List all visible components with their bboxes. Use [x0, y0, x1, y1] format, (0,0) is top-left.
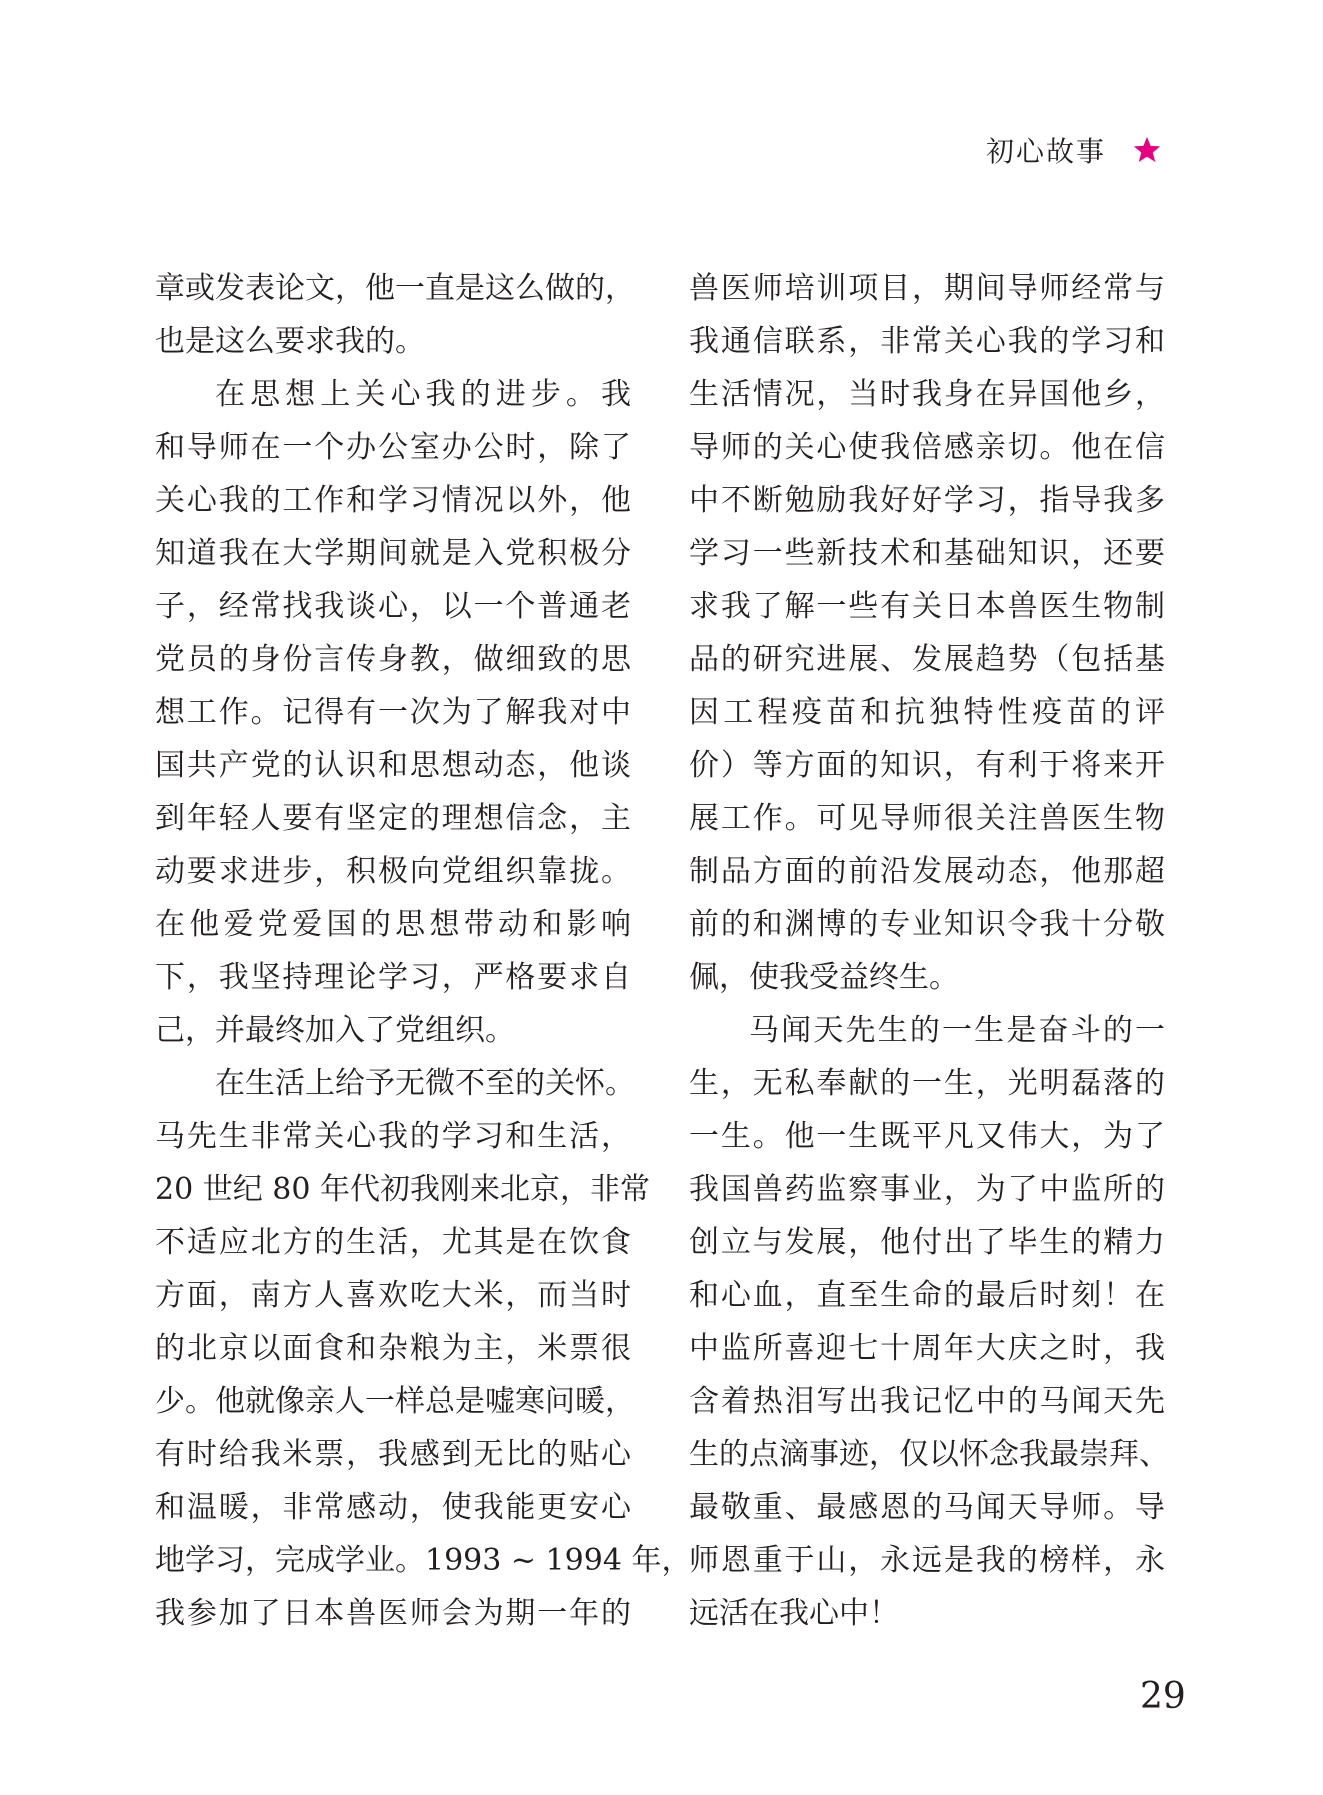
text-line: 的北京以面食和杂粮为主，米票很: [155, 1331, 631, 1366]
page-number: 29: [1140, 1676, 1186, 1717]
text-line: 我参加了日本兽医师会为期一年的: [155, 1596, 631, 1631]
running-header: [986, 130, 1162, 170]
text-line: 生，无私奉献的一生，光明磊落的: [689, 1066, 1165, 1101]
text-line: 己，并最终加入了党组织。: [155, 1013, 515, 1048]
text-line: 一生。他一生既平凡又伟大，为了: [689, 1119, 1165, 1154]
text-line: 兽医师培训项目，期间导师经常与: [689, 271, 1165, 306]
text-line: 导师的关心使我倍感亲切。他在信: [689, 430, 1165, 465]
text-line: 在思想上关心我的进步。我: [215, 377, 631, 412]
star-icon: [1132, 135, 1162, 165]
left-text-column: [155, 262, 692, 1640]
text-line: 品的研究进展、发展趋势（包括基: [689, 642, 1165, 677]
text-line: 到年轻人要有坚定的理想信念，主: [155, 801, 631, 836]
text-line: 子，经常找我谈心，以一个普通老: [155, 589, 631, 624]
text-line: 方面，南方人喜欢吃大米，而当时: [155, 1278, 631, 1313]
text-line: 展工作。可见导师很关注兽医生物: [689, 801, 1165, 836]
text-line: 马闻天先生的一生是奋斗的一: [749, 1013, 1165, 1048]
text-line: 也是这么要求我的。: [155, 324, 425, 359]
text-line: 20 世纪 80 年代初我刚来北京，非常: [155, 1172, 650, 1207]
text-line: 远活在我心中！: [689, 1596, 899, 1631]
text-line: 中监所喜迎七十周年大庆之时，我: [689, 1331, 1165, 1366]
text-line: 国共产党的认识和思想动态，他谈: [155, 748, 631, 783]
right-text-column: [689, 262, 1169, 1640]
text-line: 价）等方面的知识，有利于将来开: [689, 748, 1165, 783]
text-line: 想工作。记得有一次为了解我对中: [155, 695, 631, 730]
text-line: 有时给我米票，我感到无比的贴心: [155, 1437, 631, 1472]
text-line: 我通信联系，非常关心我的学习和: [689, 324, 1165, 359]
text-line: 党员的身份言传身教，做细致的思: [155, 642, 631, 677]
text-line: 在生活上给予无微不至的关怀。: [215, 1066, 635, 1101]
text-line: 因工程疫苗和抗独特性疫苗的评: [689, 695, 1165, 730]
text-line: 和心血，直至生命的最后时刻！在: [689, 1278, 1165, 1313]
text-line: 马先生非常关心我的学习和生活，: [155, 1119, 631, 1154]
text-line: 动要求进步，积极向党组织靠拢。: [155, 854, 631, 889]
text-line: 和导师在一个办公室办公时，除了: [155, 430, 631, 465]
text-line: 章或发表论文，他一直是这么做的，: [155, 271, 635, 306]
text-line: 最敬重、最感恩的马闻天导师。导: [689, 1490, 1165, 1525]
text-line: 佩，使我受益终生。: [689, 960, 959, 995]
text-line: 求我了解一些有关日本兽医生物制: [689, 589, 1165, 624]
text-line: 制品方面的前沿发展动态，他那超: [689, 854, 1165, 889]
text-line: 下，我坚持理论学习，严格要求自: [155, 960, 631, 995]
text-line: 生活情况，当时我身在异国他乡，: [689, 377, 1165, 412]
text-line: 学习一些新技术和基础知识，还要: [689, 536, 1165, 571]
text-line: 师恩重于山，永远是我的榜样，永: [689, 1543, 1165, 1578]
text-line: 少。他就像亲人一样总是嘘寒问暖，: [155, 1384, 635, 1419]
text-line: 不适应北方的生活，尤其是在饮食: [155, 1225, 631, 1260]
text-line: 创立与发展，他付出了毕生的精力: [689, 1225, 1165, 1260]
text-line: 关心我的工作和学习情况以外，他: [155, 483, 631, 518]
section-title: 初心故事: [986, 135, 1107, 168]
text-line: 我国兽药监察事业，为了中监所的: [689, 1172, 1165, 1207]
text-line: 知道我在大学期间就是入党积极分: [155, 536, 631, 571]
text-line: 前的和渊博的专业知识令我十分敬: [689, 907, 1165, 942]
text-line: 地学习，完成学业。1993 ~ 1994 年，: [155, 1543, 692, 1578]
text-line: 含着热泪写出我记忆中的马闻天先: [689, 1384, 1165, 1419]
text-line: 和温暖，非常感动，使我能更安心: [155, 1490, 631, 1525]
text-line: 在他爱党爱国的思想带动和影响: [155, 907, 631, 942]
text-line: 中不断勉励我好好学习，指导我多: [689, 483, 1165, 518]
text-line: 生的点滴事迹，仅以怀念我最崇拜、: [689, 1437, 1169, 1472]
